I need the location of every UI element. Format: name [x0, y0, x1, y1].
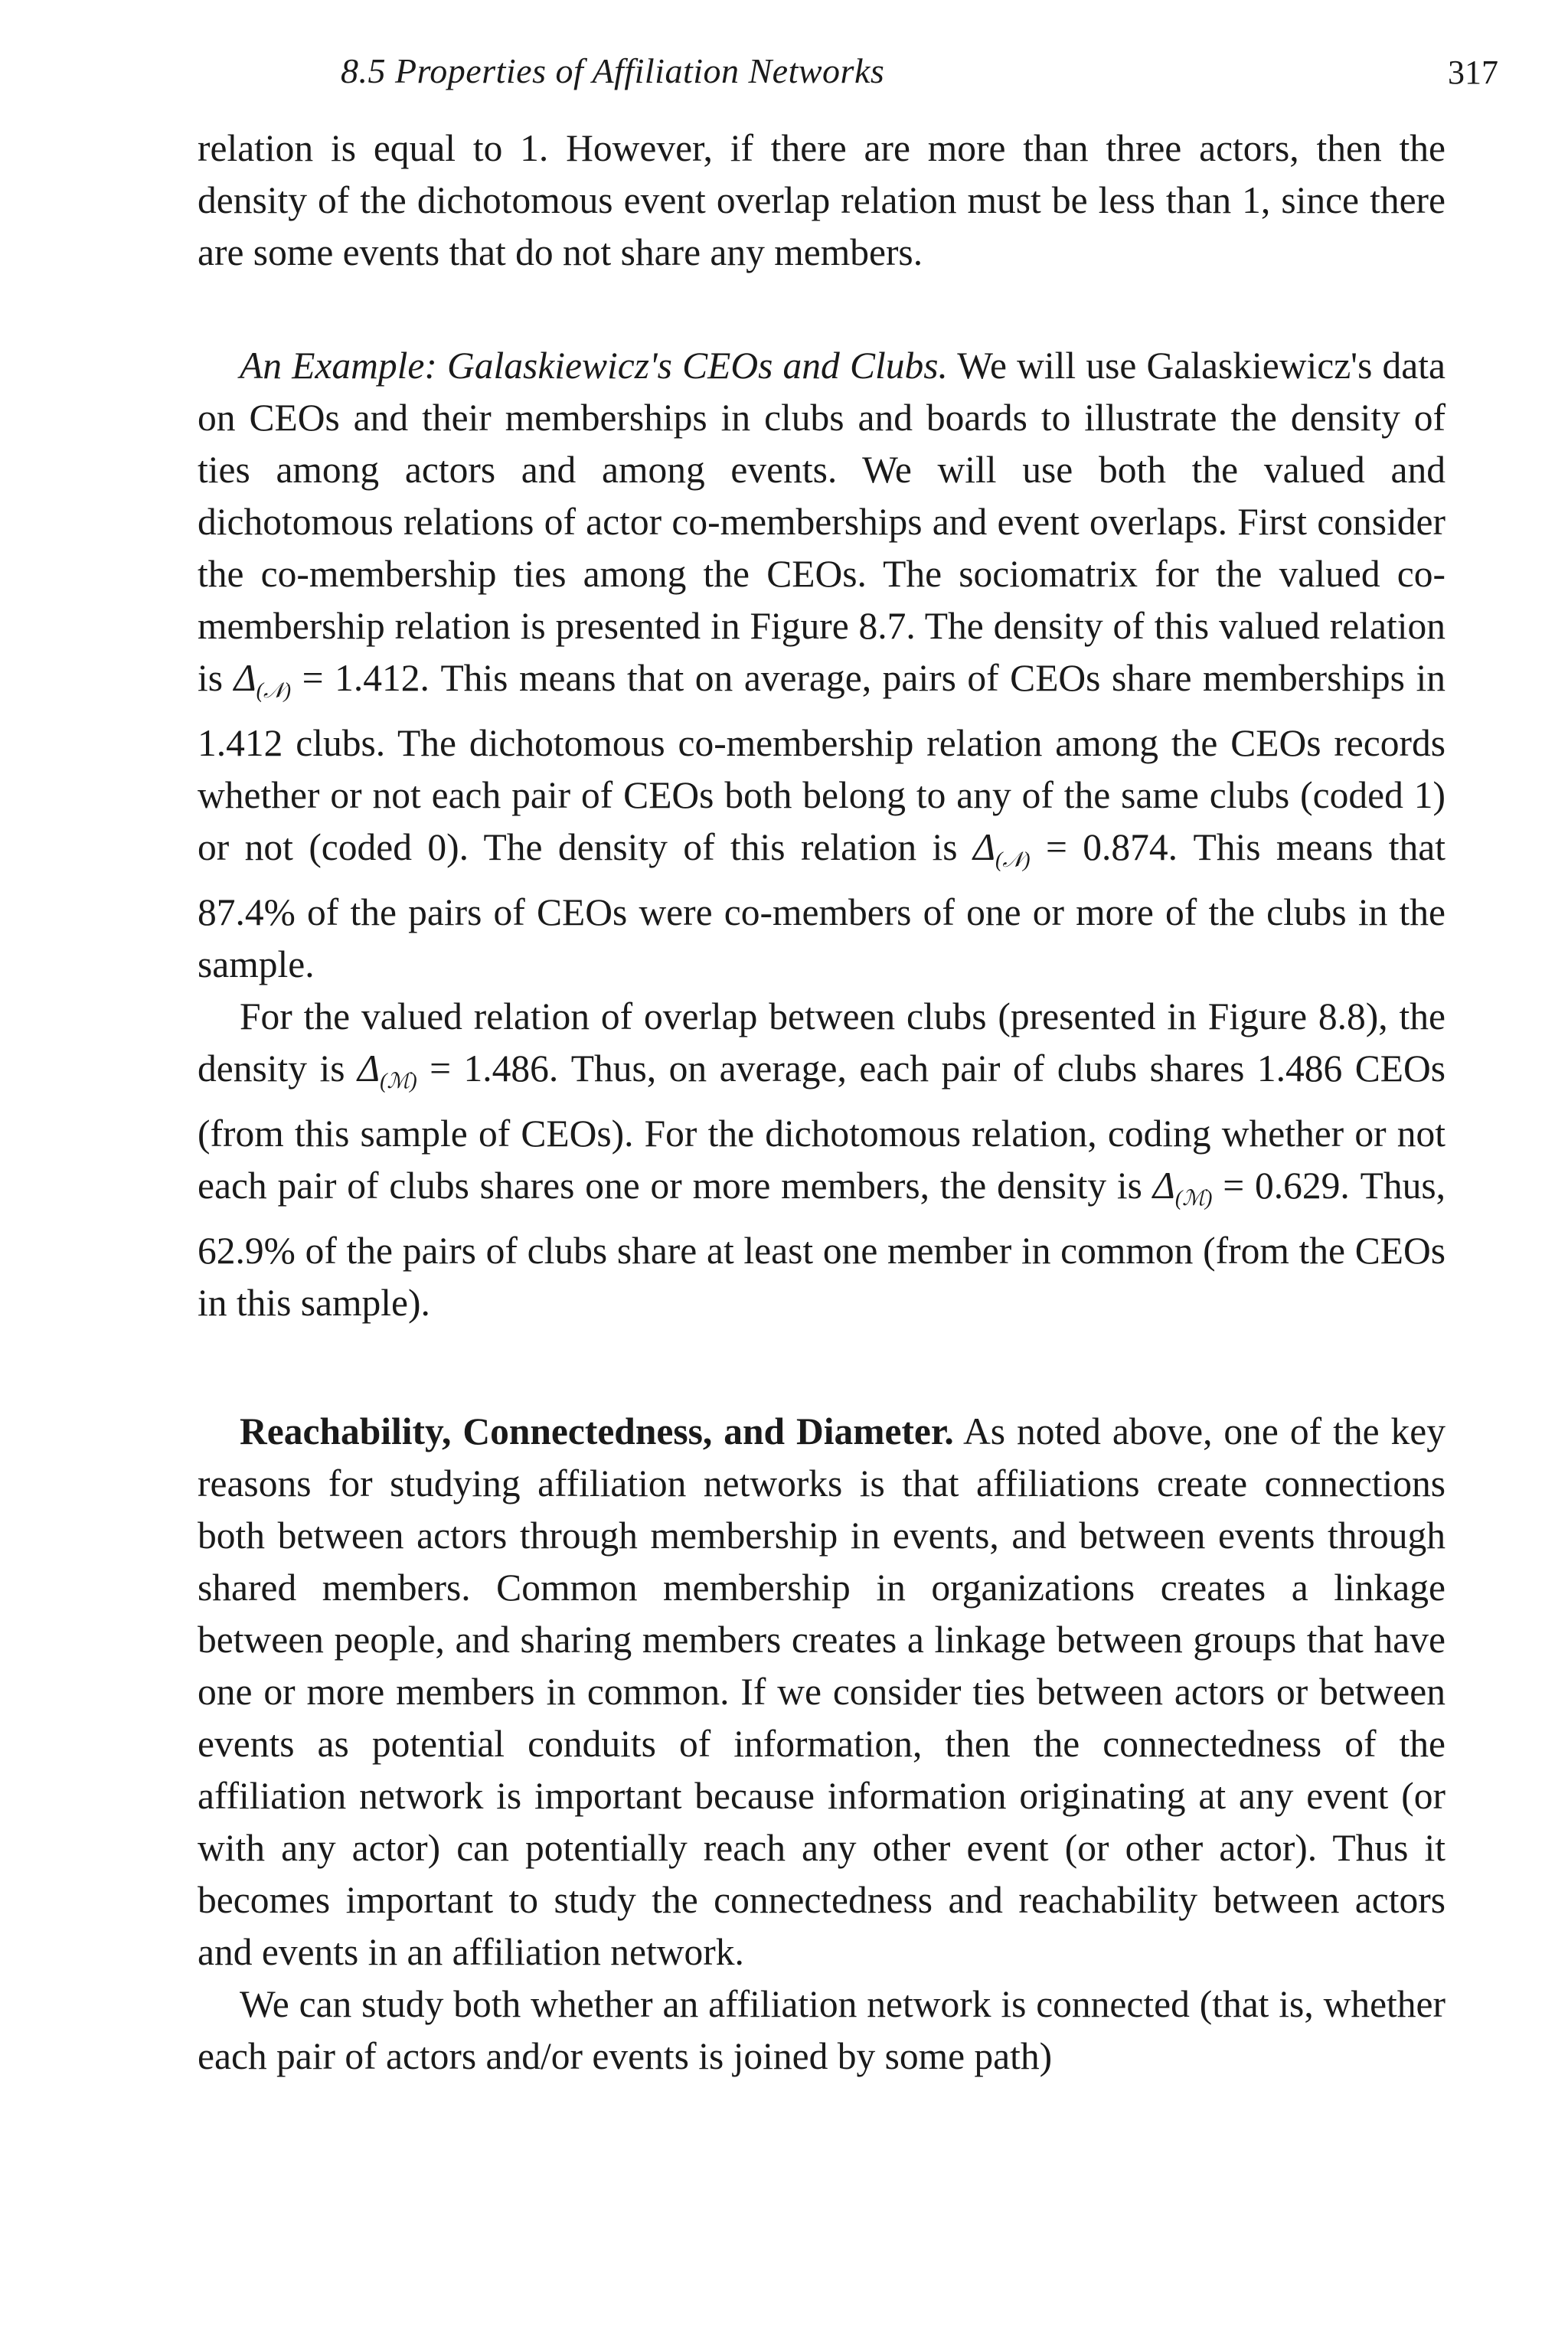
running-head: 8.5 Properties of Affiliation Networks	[341, 51, 885, 90]
density-symbol: $\Delta_{(ℳ)}$	[358, 1047, 417, 1093]
paragraph-reachability: Reachability, Connectedness, and Diameter. As noted above, one of the key reasons for studying affiliation networks is that affiliations create connections both between actors through membership in events, and between events through shared members. Common membership in organizations creates a linkage between people, and sharing members creates a linkage between groups that have one or more members in common. If we consider ties between actors or between events as potential conduits of information, then the connectedness of the affiliation network is important because information originating at any event (or with any actor) can potentially reach any other event (or other actor). Thus it becomes important to study the connectedness and reachability between actors and events in an affiliation network.	[198, 1410, 1446, 1973]
paragraph-continuation: relation is equal to 1. However, if there are more than three actors, then the density of the dichotomous event overlap relation must be less than 1, since there are some events that do not share any members.	[198, 127, 1446, 273]
paragraph-clubs: For the valued relation of overlap between clubs (presented in Figure 8.8), the density is $\Delta_{(ℳ)} = 1.486$. Thus, on average, each pair of clubs shares 1.486 CEOs (from this sample of CEOs). For the dichotomous relation, coding whether or not each pair of clubs shares one or more members, the density is $\Delta_{(ℳ)} = 0.629$. Thus, 62.9% of the pairs of clubs share at least one member in common (from the CEOs in this sample).	[198, 995, 1446, 1324]
density-symbol: $\Delta_{(ℳ)}$	[1152, 1165, 1213, 1210]
page-number: 317	[1448, 54, 1498, 91]
density-symbol: $\Delta_{(𝒩)}$	[234, 657, 292, 703]
density-symbol: $\Delta_{(𝒩)}$	[972, 826, 1031, 872]
paragraph-connected: We can study both whether an affiliation network is connected (that is, whether each pair of actors and/or events is joined by some path)	[198, 1983, 1446, 2077]
example-run-in-head: An Example: Galaskiewicz's CEOs and Clubs.	[240, 345, 948, 387]
page-header	[195, 44, 1498, 106]
body-text	[198, 123, 1446, 2083]
paragraph-example: An Example: Galaskiewicz's CEOs and Clubs. We will use Galaskiewicz's data on CEOs and their memberships in clubs and boards to illustrate the density of ties among actors and among events. We will use both the valued and dichotomous relations of actor co-memberships and event overlaps. First consider the co-membership ties among the CEOs. The sociomatrix for the valued co-membership relation is presented in Figure 8.7. The density of this valued relation is $\Delta_{(𝒩)} = 1.412$. This means that on average, pairs of CEOs share memberships in 1.412 clubs. The dichotomous co-membership relation among the CEOs records whether or not each pair of CEOs both belong to any of the same clubs (coded 1) or not (coded 0). The density of this relation is $\Delta_{(𝒩)} = 0.874$. This means that 87.4% of the pairs of CEOs were co-members of one or more of the clubs in the sample.	[198, 345, 1446, 985]
reachability-run-in-head: Reachability, Connectedness, and Diameter.	[240, 1410, 954, 1452]
